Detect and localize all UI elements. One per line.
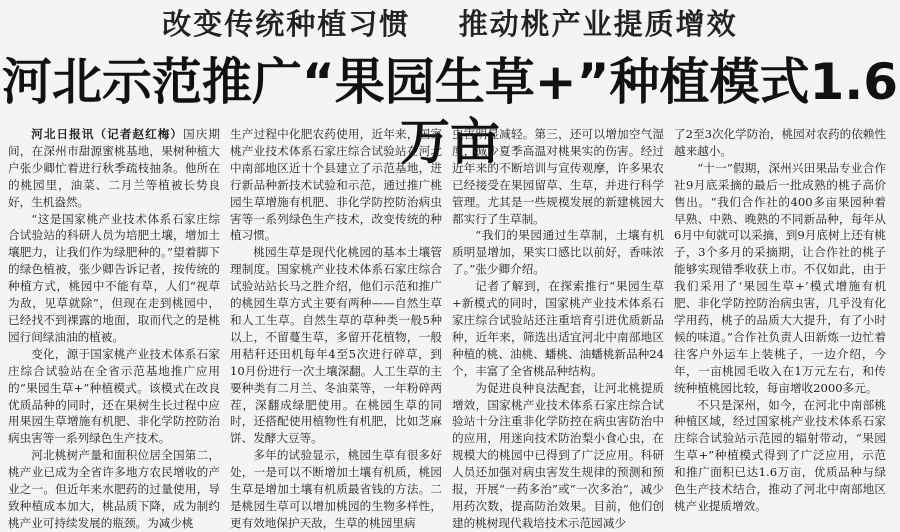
paragraph: “十一”假期，深州兴田果品专业合作社9月底采摘的最后一批成熟的桃子高价售出。“我们合作社的400多亩果园种着早熟、中熟、晚熟的不同新品种，每年从6月中旬就可以采摘，到9月底树上还有桃子，3个多月的采摘期，让合作社的桃子能够实现错季收获上市。不仅如此，由于我们采用了‘果园生草+’模式增施有机肥、非化学防控防治病虫害，几乎没有化学用药，桃子的品质大大提升，有了小时候的味道。”合作社负责人田新炼一边忙着往客户外运车上装桃子，一边介绍，今年，一亩桃园毛收入在1万元左右，和传统种植桃园比较，每亩增收2000多元。 (674, 160, 886, 395)
article-subheadline: 改变传统种植习惯 推动桃产业提质增效 (162, 7, 738, 41)
article-column-2 (230, 126, 442, 530)
dateline: 河北日报讯（记者赵红梅） (31, 127, 184, 141)
paragraph: 生产过程中化肥农药使用，近年来，国家桃产业技术体系石家庄综合试验站在河北中南部地区近十个县建立了示范基地，进行新品种新技术试验和示范，通过推广桃园生草增施有机肥、非化学防控防治病虫害等一系列绿色生产技术，改变传统的种植习惯。 (230, 127, 442, 243)
article-column-3 (452, 126, 664, 530)
paragraph: 多年的试验显示，桃园生草有很多好处，一是可以不断增加土壤有机质，桃园生草是增加土壤有机质最省钱的方法。二是桃园生草可以增加桃园的生物多样性，更有效地保护天敌，生草的桃园里病 (230, 448, 442, 530)
article-column-1 (8, 126, 220, 530)
paragraph: 变化，源于国家桃产业技术体系石家庄综合试验站在全省示范基地推广应用的“果园生草+”种植模式。该模式在改良优质品种的同时，还在果树生长过程中应用果园生草增施有机肥、非化学防控防治病虫害等一系列绿色生产技术。 (8, 346, 220, 446)
paragraph: 桃园生草是现代化桃园的基本土壤管理制度。国家桃产业技术体系石家庄综合试验站站长马之胜介绍，他们示范和推广的桃园生草方式主要有两种——自然生草和人工生草。自然生草的草种类一般5种以上，不留蔓生草，多留开花植物，一般用秸秆还田机每年4至5次进行碎草，到10月份进行一次土壤深翻。人工生草的主要种类有二月兰、冬油菜等，一年粉碎两茬，深翻成绿肥使用。在桃园生草的同时，还搭配使用植物性有机肥，比如芝麻饼、发酵大豆等。 (230, 245, 442, 446)
paragraph: 河北桃树产量和面积位居全国第二，桃产业已成为全省许多地方农民增收的产业之一。但近年来水肥药的过量使用，导致种植成本加大，桃品质下降，成为制约桃产业可持续发展的瓶颈。为减少桃 (8, 448, 220, 530)
paragraph: 为促进良种良法配套，让河北桃提质增效，国家桃产业技术体系石家庄综合试验站十分注重非化学防控在病虫害防治中的应用，用迷向技术防治梨小食心虫，在规模大的桃园中已得到了广泛应用。科研人员还加强对病虫害发生规律的预测和预报，开展“一药多治”或“一次多治”，减少用药次数，提高防治效果。目前，他们创建的桃树现代栽培技术示范园减少 (452, 380, 664, 530)
paragraph: “我们的果园通过生草制，土壤有机质明显增加，果实口感比以前好，香味浓了。”张少卿介绍。 (452, 228, 664, 277)
paragraph: 不只是深州，如今，在河北中南部桃种植区域，经过国家桃产业技术体系石家庄综合试验站示范园的辐射带动，“果园生草+”种植模式得到了广泛应用，示范和推广面积已达1.6万亩，优质品种与绿色生产技术结合，推动了河北中南部地区桃产业提质增效。 (674, 397, 886, 513)
paragraph: “这是国家桃产业技术体系石家庄综合试验站的科研人员为培肥土壤，增加土壤肥力，让我们作为绿肥种的。”望着脚下的绿色植被，张少卿告诉记者，按传统的种植方式，桃园中不能有草，人们“视草为敌，见草就除”，但现在走到桃园中，已经找不到裸露的地面，取而代之的是桃园行间绿油油的植被。 (8, 211, 220, 344)
article-headline: 河北示范推广“果园生草+”种植模式1.6万亩 (1, 53, 899, 171)
article-column-4 (674, 126, 886, 514)
paragraph: 了2至3次化学防治，桃园对农药的依赖性越来越小。 (674, 127, 886, 158)
paragraph: 记者了解到，在探索推行“果园生草+新模式的同时，国家桃产业技术体系石家庄综合试验站还注重培育引进优质新品种，近年来，筛选出适宜河北中南部地区种植的桃、油桃、蟠桃、油蟠桃新品种24个，丰富了全省桃品种结构。 (452, 279, 664, 378)
article-body (8, 126, 896, 530)
paragraph: 虫害明显减轻。第三，还可以增加空气湿度，减少夏季高温对桃果实的伤害。经过近年来的不断培训与宣传观摩，许多果农已经接受在果园留草、生草，并进行科学管理。尤其是一些规模发展的新建桃园大都实行了生草制。 (452, 127, 664, 226)
paragraph: 河北日报讯（记者赵红梅）国庆期间，在深州市甜源蜜桃基地，果树种植大户张少卿忙着进行秋季疏枝抽条。他所在的桃园里，油菜、二月兰等植被长势良好，生机盎然。 (8, 127, 220, 209)
